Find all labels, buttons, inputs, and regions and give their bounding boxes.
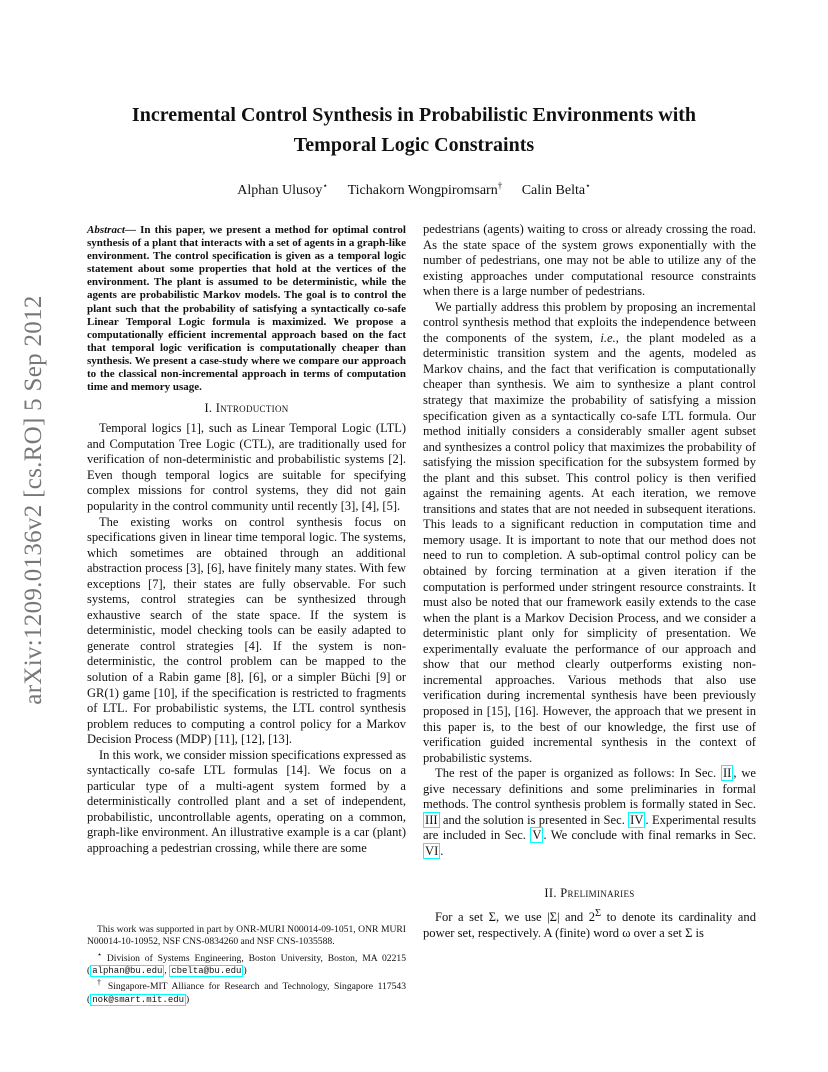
- footnotes: [87, 924, 406, 1006]
- section-ref-iv[interactable]: IV: [630, 812, 644, 827]
- author-1: Alphan Ulusoy⋆: [237, 180, 329, 198]
- arxiv-identifier: [14, 295, 54, 705]
- prelim-paragraph: For a set Σ, we use |Σ| and $2^\Sigma$ to denote its cardinality and power set, respectively. A (finite) word ω over a set Σ is: [423, 908, 756, 941]
- email-link-alphan[interactable]: alphan@bu.edu: [92, 966, 163, 977]
- abstract-text: — In this paper, we present a method for optimal control synthesis of a plant that interacts with a set of agents in a graph-like environment. The control specification is given as a temporal logic statement about some properties that hold at the vertices of the environment. The plant is assumed to be deterministic, while the agents are probabilistic Markov models. The goal is to control the plant such that the probability of satisfying a syntactically co-safe Linear Temporal Logic formula is maximized. We propose a computationally efficient incremental approach based on the fact that temporal logic verification is computationally cheaper than synthesis. We present a case-study where we compare our approach to the classical non-incremental approach in terms of computation time and memory usage.: [87, 224, 406, 394]
- arxiv-identifier-text: arXiv:1209.0136v2 [cs.RO] 5 Sep 2012: [20, 295, 47, 705]
- left-column: [87, 224, 406, 857]
- footnote-support: This work was supported in part by ONR-MURI N00014-09-1051, ONR MURI N00014-10-10952, NSF CNS-0834260 and NSF CNS-1035588.: [87, 924, 406, 948]
- section-heading-introduction: I. Introduction: [204, 401, 289, 416]
- intro-paragraph-1: Temporal logics [1], such as Linear Temporal Logic (LTL) and Computation Tree Logic (CTL), are traditionally used for verification of non-deterministic and probabilistic systems [2]. Even though temporal logics are suitable for specifying complex missions for control systems, they did not gain popularity in the control community until recently [3], [4], [5].: [87, 421, 406, 513]
- right-column: [423, 222, 756, 942]
- section-ref-iii[interactable]: III: [425, 812, 438, 827]
- abstract: [87, 224, 406, 394]
- email-link-cbelta[interactable]: cbelta@bu.edu: [171, 966, 242, 977]
- paper-title: [80, 100, 748, 160]
- author-2: Tichakorn Wongpiromsarn†: [347, 180, 503, 198]
- author-3: Calin Belta⋆: [521, 180, 591, 198]
- section-ref-ii[interactable]: II: [722, 766, 732, 781]
- section-ref-v[interactable]: V: [532, 828, 542, 843]
- email-link-nok[interactable]: nok@smart.mit.edu: [92, 994, 185, 1005]
- abstract-label: Abstract: [87, 224, 125, 236]
- right-paragraph-2: We partially address this problem by proposing an incremental control synthesis method that exploits the independence between the components of the system, i.e., the plant modeled as a deterministic transition system and the agents, modeled as Markov chains, and the fact that verification is computationally cheaper than synthesis. We aim to synthesize a plant control strategy that maximize the probability of satisfying a mission specification given as a syntactically co-safe LTL formula. Our method initially considers a considerably smaller agent subset and synthesizes a control policy that maximizes the probability of satisfying the mission specification for the subsystem formed by the plant and this subset. This control policy is then verified against the remaining agents. At each iteration, we remove transitions and states that are not needed in subsequent iterations. This leads to a significant reduction in computation time and memory usage. It is important to note that our method does not need to run to completion. A sub-optimal control policy can be obtained by forcing termination at a given iteration if the computation is performed under stringent resource constraints. It must also be noted that our framework easily extends to the case when the plant is a Markov Decision Process, and we consider a deterministic plant only for simplicity of presentation. We experimentally evaluate the performance of our approach and show that our method clearly outperforms existing non-incremental approaches. Various methods that also use verification during incremental synthesis have been previously proposed in [15], [16]. However, the approach that we present in this paper is, to the best of our knowledge, the first use of verification guided incremental synthesis in the context of probabilistic systems.: [423, 299, 757, 765]
- footnote-affiliation-2: † Singapore-MIT Alliance for Research and Technology, Singapore 117543 ( nok@smart.mit.edu ): [87, 978, 407, 1005]
- intro-paragraph-3: In this work, we consider mission specifications expressed as syntactically co-safe LTL formulas [14]. We focus on a particular type of a multi-agent system formed by a deterministically controlled plant and a set of independent, probabilistic, uncontrollable agents, operating on a common, graph-like environment. An illustrative example is a car (plant) approaching a pedestrian crossing, while there are some: [87, 747, 406, 855]
- footnote-affiliation-1: ⋆ Division of Systems Engineering, Boston University, Boston, MA 02215 ( alphan@bu.edu , cbelta@bu.edu ): [87, 949, 406, 977]
- right-paragraph-1: pedestrians (agents) waiting to cross or already crossing the road. As the state space of the system grows exponentially with the number of pedestrians, one may not be able to utilize any of the existing approaches under computational resource constraints when there is a large number of pedestrians.: [423, 222, 756, 299]
- section-heading-preliminaries: II. Preliminaries: [544, 886, 635, 901]
- right-paragraph-3: The rest of the paper is organized as follows: In Sec. II , we give necessary definitions and some preliminaries in formal methods. The control synthesis problem is formally stated in Sec. III and the solution is presented in Sec. IV . Experimental results are included in Sec. V . We conclude with final remarks in Sec. VI .: [423, 766, 757, 858]
- title-line-1: Incremental Control Synthesis in Probabilistic Environments with: [131, 104, 697, 126]
- title-line-2: Temporal Logic Constraints: [293, 134, 535, 156]
- section-ref-vi[interactable]: VI: [425, 843, 439, 858]
- author-list: [80, 176, 748, 200]
- intro-paragraph-2: The existing works on control synthesis focus on specifications given in linear time temporal logic. The systems, which sometimes are obtained through an additional abstraction process [3], [6], have finitely many states. With few exceptions [7], their states are fully observable. For such systems, control strategies can be synthesized through exhaustive search of the state space. If the system is deterministic, model checking tools can be easily adapted to generate control strategies [4]. If the system is non-deterministic, the control problem can be mapped to the solution of a Rabin game [8], [6], or a simpler Büchi [9] or GR(1) game [10], if the specification is restricted to fragments of LTL. For probabilistic systems, the LTL control synthesis problem reduces to computing a control policy for a Markov Decision Process (MDP) [11], [12], [13].: [87, 514, 406, 747]
